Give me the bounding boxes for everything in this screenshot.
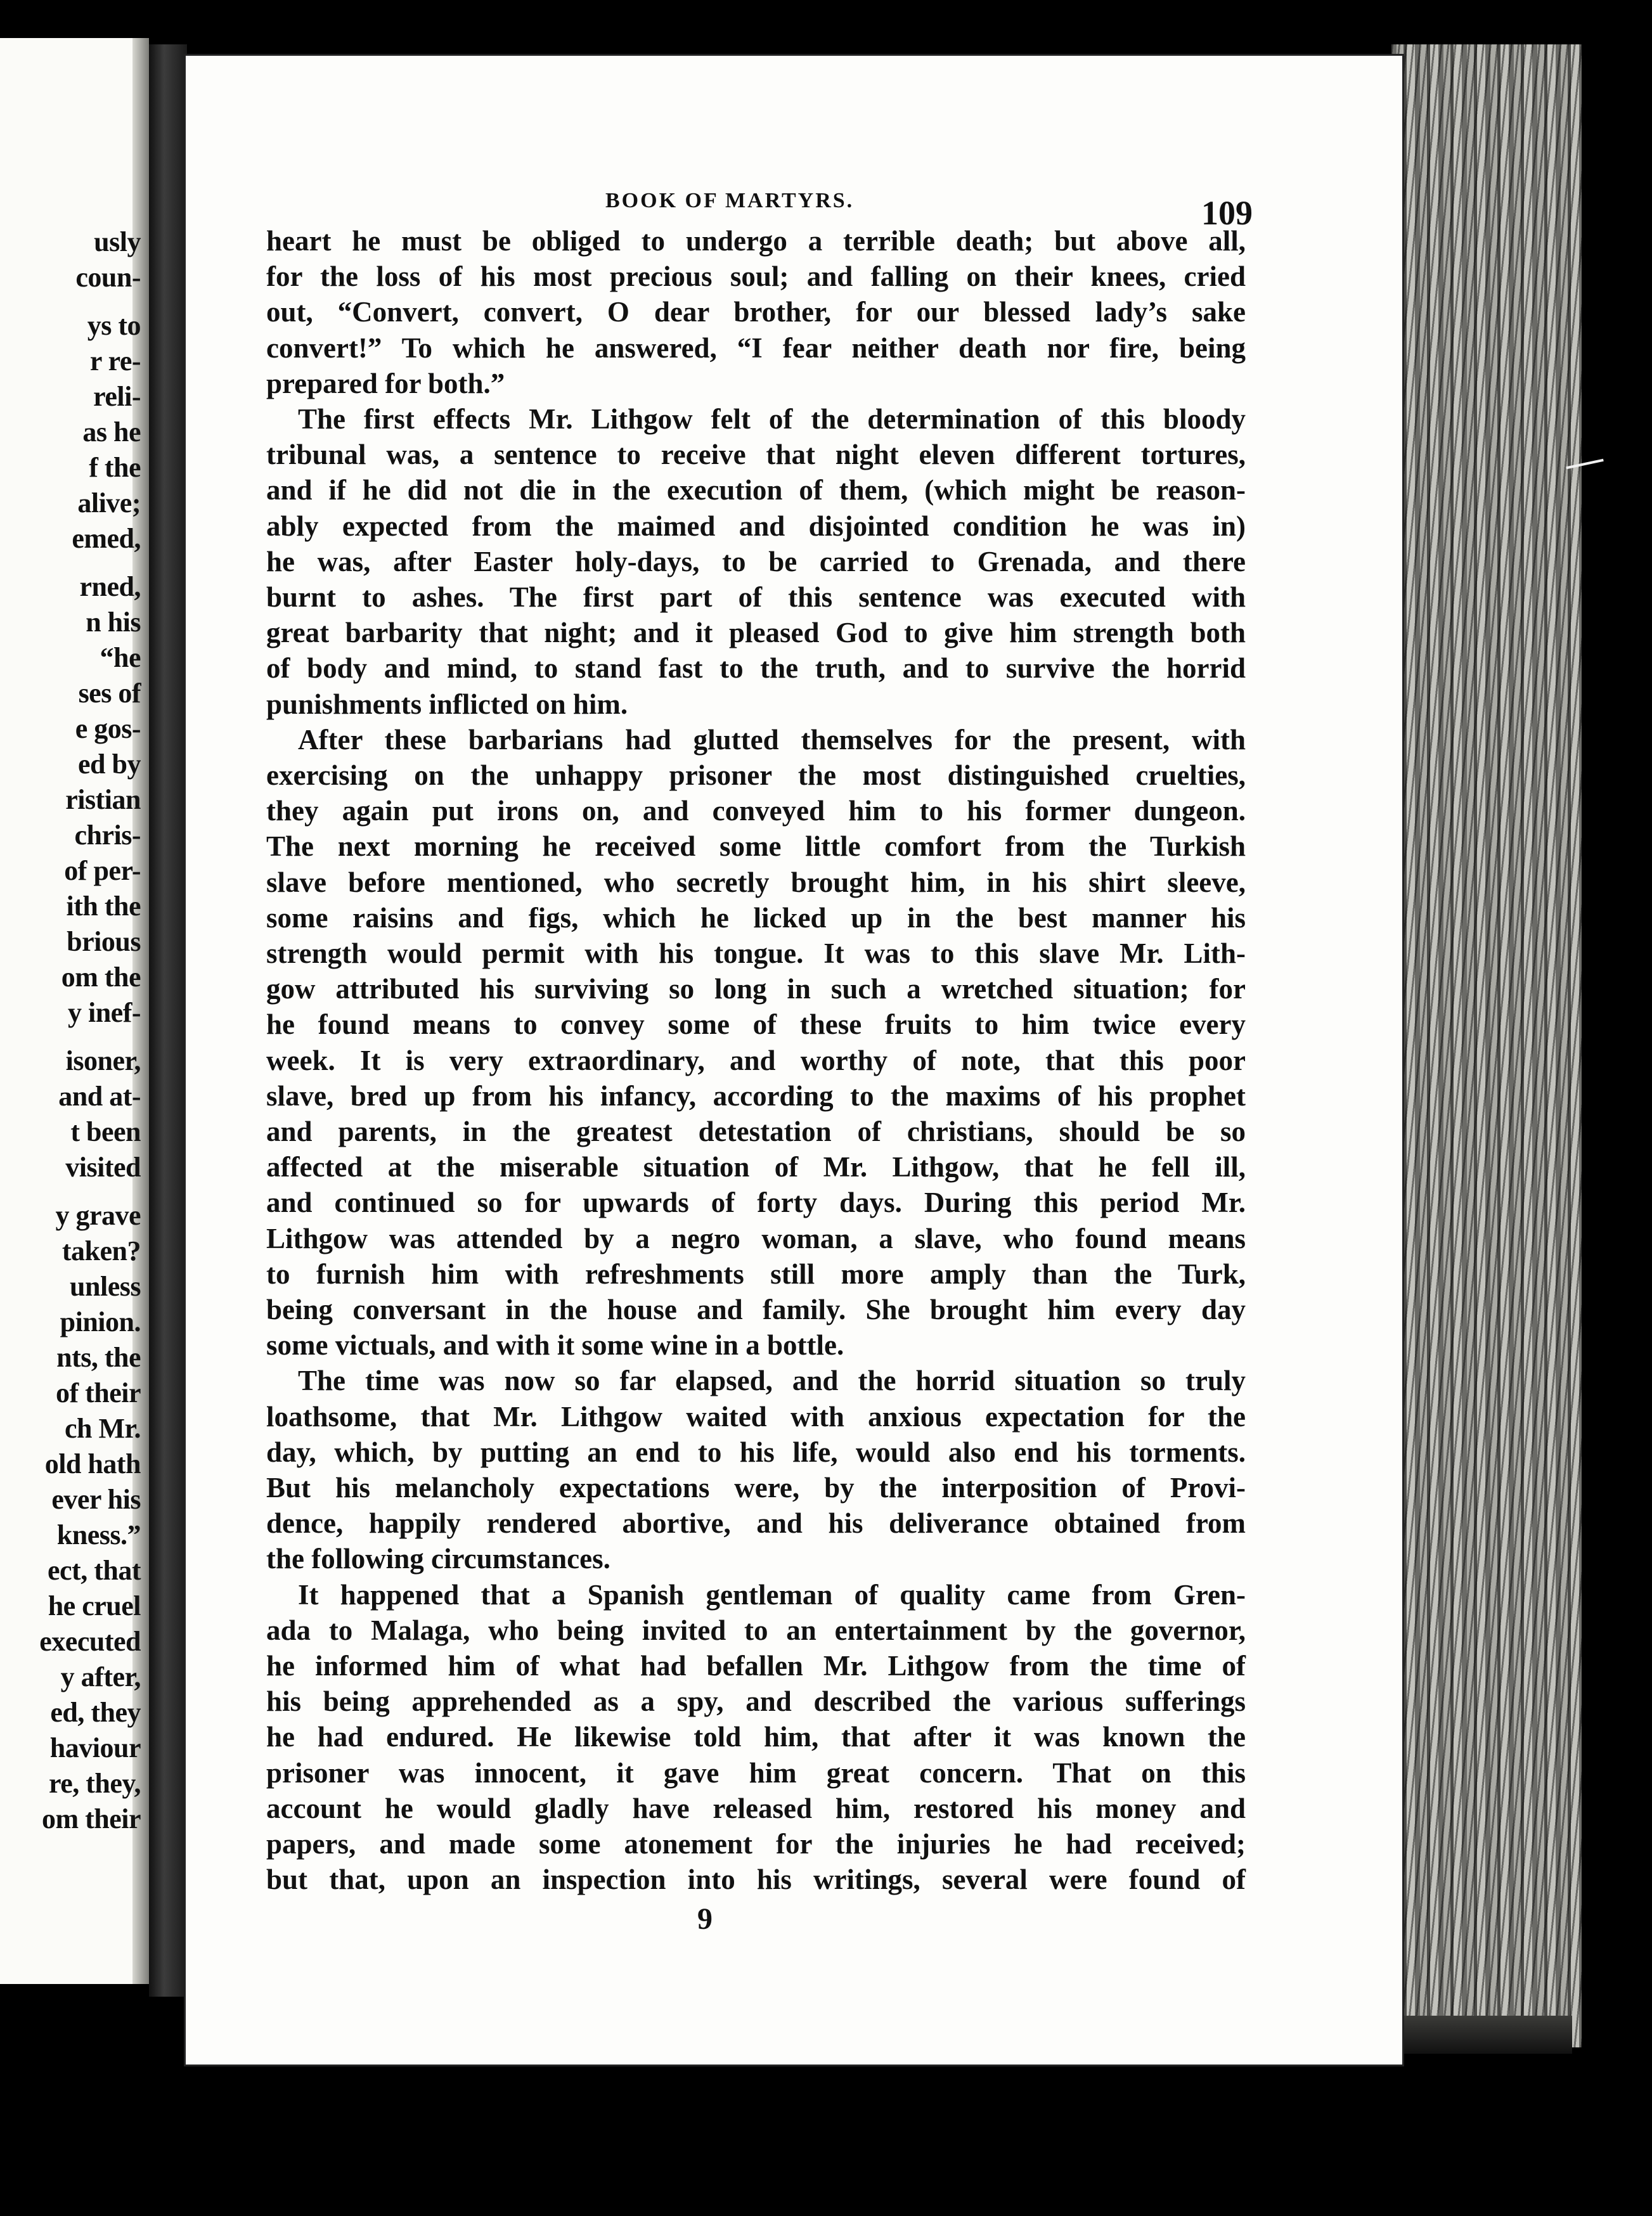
left-page-line: e gos- xyxy=(75,713,141,744)
left-page-line: “he xyxy=(100,642,141,673)
left-page-line: isoner, xyxy=(65,1045,141,1076)
body-text-line: the following circumstances. xyxy=(266,1543,610,1575)
body-text-line: week. It is very extraordinary, and worthy of note, that this poor xyxy=(266,1045,1246,1076)
body-text-line: and parents, in the greatest detestation of christians, should be so xyxy=(266,1116,1246,1147)
page-fore-edge xyxy=(1391,44,1582,2047)
left-page-line: unless xyxy=(70,1271,141,1302)
body-text-line: After these barbarians had glutted themselves for the present, with xyxy=(298,724,1246,756)
body-text-line: heart he must be obliged to undergo a terrible death; but above all, xyxy=(266,225,1246,257)
left-page-line: ith the xyxy=(66,891,141,922)
page-number: 109 xyxy=(1201,194,1253,232)
body-text-line: he informed him of what had befallen Mr. Lithgow from the time of xyxy=(266,1650,1246,1682)
left-page-line: ect, that xyxy=(48,1555,141,1586)
body-text-line: his being apprehended as a spy, and described the various sufferings xyxy=(266,1685,1246,1717)
signature-mark: 9 xyxy=(697,1902,713,1936)
left-page-line: pinion. xyxy=(60,1306,141,1337)
body-text-line: he was, after Easter holy-days, to be carried to Grenada, and there xyxy=(266,546,1246,577)
body-text-line: great barbarity that night; and it pleased God to give him strength both xyxy=(266,617,1246,648)
left-page-line: om the xyxy=(61,962,141,993)
body-text-line: account he would gladly have released him, restored his money and xyxy=(266,1793,1246,1824)
body-text-line: The first effects Mr. Lithgow felt of the determination of this bloody xyxy=(298,403,1246,435)
body-text-line: strength would permit with his tongue. It was to this slave Mr. Lith- xyxy=(266,937,1246,969)
left-page-line: of their xyxy=(55,1377,141,1408)
body-text-line: ably expected from the maimed and disjointed condition he was in) xyxy=(266,510,1246,542)
body-text-line: to furnish him with refreshments still more amply than the Turk, xyxy=(266,1258,1246,1290)
body-text-line: It happened that a Spanish gentleman of quality came from Gren- xyxy=(298,1579,1246,1611)
left-page-line: chris- xyxy=(74,820,141,851)
body-text-line: some raisins and figs, which he licked up in the best manner his xyxy=(266,902,1246,934)
left-page-line: usly xyxy=(94,226,141,257)
body-text-line: ada to Malaga, who being invited to an entertainment by the governor, xyxy=(266,1614,1246,1646)
body-text-line: being conversant in the house and family. She brought him every day xyxy=(266,1294,1246,1325)
left-page-line: rned, xyxy=(79,571,141,602)
body-text-line: slave, bred up from his infancy, according to the maxims of his prophet xyxy=(266,1080,1246,1112)
body-text-line: they again put irons on, and conveyed him to his former dungeon. xyxy=(266,795,1246,827)
body-text-line: But his melancholy expectations were, by the interposition of Provi- xyxy=(266,1472,1246,1504)
left-page-line: alive; xyxy=(77,487,141,519)
left-page-line: ch Mr. xyxy=(64,1413,141,1444)
left-page-line: y grave xyxy=(55,1200,141,1231)
left-page-line: n his xyxy=(86,607,141,638)
left-page-line: y after, xyxy=(60,1661,141,1692)
body-text-line: exercising on the unhappy prisoner the most distinguished cruelties, xyxy=(266,759,1246,791)
body-text-line: some victuals, and with it some wine in a bottle. xyxy=(266,1329,844,1361)
body-text-line: The time was now so far elapsed, and the horrid situation so truly xyxy=(298,1365,1246,1396)
body-text-line: Lithgow was attended by a negro woman, a slave, who found means xyxy=(266,1223,1246,1254)
body-text-line: papers, and made some atonement for the injuries he had received; xyxy=(266,1828,1246,1860)
running-head: BOOK OF MARTYRS. xyxy=(605,189,855,212)
body-text-line: gow attributed his surviving so long in such a wretched situation; for xyxy=(266,973,1246,1005)
left-page-line: of per- xyxy=(64,855,141,886)
left-page-line: visited xyxy=(65,1152,141,1183)
book-binding xyxy=(149,44,187,1997)
left-page-line: kness.” xyxy=(56,1519,141,1550)
body-text-line: punishments inflicted on him. xyxy=(266,688,628,720)
body-text-line: tribunal was, a sentence to receive that night eleven different tortures, xyxy=(266,439,1246,470)
left-page-line: re, they, xyxy=(49,1768,141,1799)
body-text-line: he found means to convey some of these fruits to him twice every xyxy=(266,1008,1246,1040)
left-page-line: haviour xyxy=(49,1732,141,1763)
body-text-line: day, which, by putting an end to his life, would also end his torments. xyxy=(266,1436,1246,1468)
left-page-line: brious xyxy=(67,926,141,957)
body-text-line: slave before mentioned, who secretly brought him, in his shirt sleeve, xyxy=(266,866,1246,898)
left-page-line: he cruel xyxy=(48,1590,141,1621)
left-page-line: coun- xyxy=(75,262,141,293)
left-page-line: as he xyxy=(82,416,141,448)
left-page-line: nts, the xyxy=(56,1342,141,1373)
body-text-line: of body and mind, to stand fast to the truth, and to survive the horrid xyxy=(266,652,1246,684)
left-page-line: ever his xyxy=(51,1484,141,1515)
body-text-line: convert!” To which he answered, “I fear neither death nor fire, being xyxy=(266,332,1246,364)
page-fore-edge-tail xyxy=(1395,2016,1572,2054)
body-text-line: burnt to ashes. The first part of this sentence was executed with xyxy=(266,581,1246,613)
left-page-line: f the xyxy=(89,452,141,483)
left-page-line: old hath xyxy=(44,1448,141,1479)
body-text-line: out, “Convert, convert, O dear brother, for our blessed lady’s sake xyxy=(266,296,1246,328)
left-page-line: ses of xyxy=(78,678,141,709)
body-text-line: for the loss of his most precious soul; and falling on their knees, cried xyxy=(266,261,1246,292)
body-text-line: and if he did not die in the execution of them, (which might be reason- xyxy=(266,474,1246,506)
body-text-line: dence, happily rendered abortive, and his deliverance obtained from xyxy=(266,1507,1246,1539)
left-page-line: ristian xyxy=(65,784,141,815)
body-text-line: and continued so for upwards of forty days. During this period Mr. xyxy=(266,1187,1246,1218)
left-page-line: ed, they xyxy=(50,1697,141,1728)
left-page-line: reli- xyxy=(93,381,141,412)
left-page-line: y inef- xyxy=(67,997,141,1028)
left-page-line: om their xyxy=(41,1803,141,1834)
body-text-line: prisoner was innocent, it gave him great concern. That on this xyxy=(266,1757,1246,1789)
left-page-line: ed by xyxy=(78,749,141,780)
left-page-line: executed xyxy=(39,1626,141,1657)
left-page-line: taken? xyxy=(61,1235,141,1266)
body-text-line: loathsome, that Mr. Lithgow waited with anxious expectation for the xyxy=(266,1401,1246,1433)
left-page-line: t been xyxy=(70,1116,141,1147)
body-text-line: he had endured. He likewise told him, that after it was known the xyxy=(266,1721,1246,1753)
body-text-line: The next morning he received some little comfort from the Turkish xyxy=(266,830,1246,862)
body-text-line: prepared for both.” xyxy=(266,368,505,399)
left-page-line: and at- xyxy=(58,1081,141,1112)
body-text-line: but that, upon an inspection into his writings, several were found of xyxy=(266,1864,1246,1895)
left-page-line: emed, xyxy=(72,523,141,554)
left-page-line: r re- xyxy=(89,345,141,377)
left-page-line: ys to xyxy=(87,310,141,341)
body-text-line: affected at the miserable situation of Mr. Lithgow, that he fell ill, xyxy=(266,1151,1246,1183)
